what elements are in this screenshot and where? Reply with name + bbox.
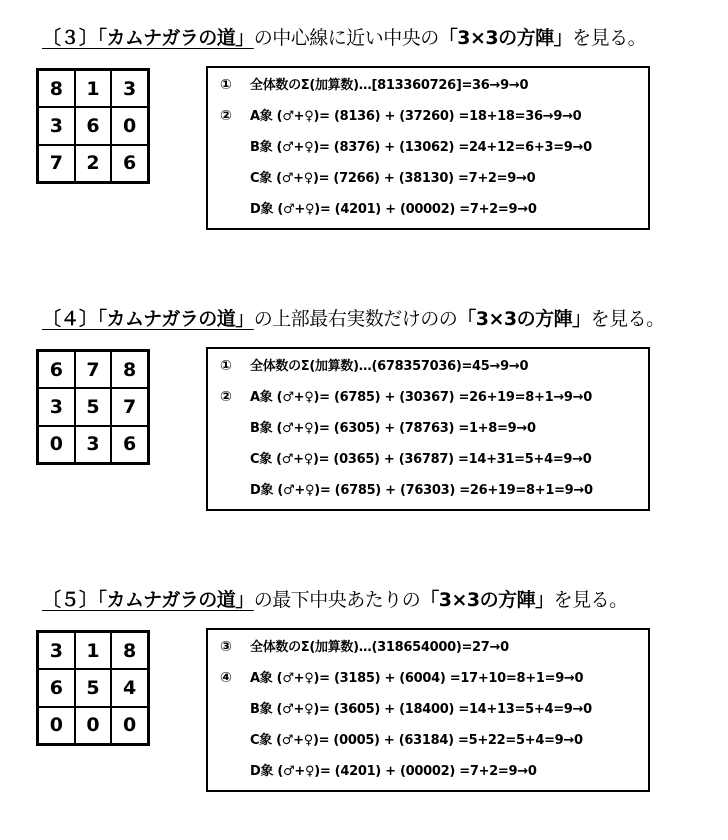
grid-cell: 2 [75,145,112,182]
grid-cell: 3 [111,70,148,107]
grid-cell: 1 [75,632,112,669]
line-text: C象 (♂+♀)= (0365) + (36787) =14+31=5+4=9→0 [250,452,592,467]
grid-cell: 7 [111,388,148,425]
grid-cell: 0 [111,707,148,744]
grid-cell: 1 [75,70,112,107]
line-marker: ② [220,389,232,405]
section-3 [0,18,728,278]
line-text: D象 (♂+♀)= (4201) + (00002) =7+2=9→0 [250,202,537,217]
grid-cell: 3 [38,107,75,144]
grid-cell: 0 [38,707,75,744]
heading-number: 〔４〕 [42,308,98,330]
section-4 [0,299,728,559]
grid-cell: 6 [38,351,75,388]
grid-cell: 8 [111,632,148,669]
line-text: D象 (♂+♀)= (6785) + (76303) =26+19=8+1=9→0 [250,483,593,498]
magic-square-grid [36,630,150,746]
heading-number: 〔３〕 [42,27,98,49]
line-text: 全体数のΣ(加算数)…[813360726]=36→9→0 [250,78,529,93]
grid-cell: 5 [75,669,112,706]
section-5 [0,580,728,840]
grid-cell: 3 [38,388,75,425]
heading-text: の上部最右実数だけのの「3×3の方陣」を見る。 [253,308,665,330]
line-marker: ② [220,108,232,124]
grid-cell: 8 [38,70,75,107]
grid-cell: 6 [111,426,148,463]
grid-cell: 7 [75,351,112,388]
grid-cell: 0 [38,426,75,463]
grid-cell: 7 [38,145,75,182]
line-text: A象 (♂+♀)= (6785) + (30367) =26+19=8+1→9→0 [250,390,593,405]
section-heading [42,299,665,339]
calculation-box [206,66,650,230]
line-text: D象 (♂+♀)= (4201) + (00002) =7+2=9→0 [250,764,537,779]
grid-cell: 3 [38,632,75,669]
line-marker: ① [220,77,232,93]
line-text: B象 (♂+♀)= (3605) + (18400) =14+13=5+4=9→0 [250,702,592,717]
line-marker: ④ [220,670,232,686]
grid-cell: 6 [38,669,75,706]
grid-cell: 3 [75,426,112,463]
section-heading [42,18,646,58]
grid-cell: 6 [75,107,112,144]
section-heading [42,580,628,620]
line-text: B象 (♂+♀)= (6305) + (78763) =1+8=9→0 [250,421,536,436]
grid-cell: 4 [111,669,148,706]
line-text: B象 (♂+♀)= (8376) + (13062) =24+12=6+3=9→0 [250,140,592,155]
grid-cell: 0 [75,707,112,744]
grid-cell: 5 [75,388,112,425]
heading-number: 〔５〕 [42,589,98,611]
line-marker: ① [220,358,232,374]
line-text: A象 (♂+♀)= (8136) + (37260) =18+18=36→9→0 [250,109,582,124]
heading-text: の中心線に近い中央の「3×3の方陣」を見る。 [253,27,647,49]
line-text: 全体数のΣ(加算数)…(678357036)=45→9→0 [250,359,529,374]
magic-square-grid [36,349,150,465]
magic-square-grid [36,68,150,184]
grid-cell: 8 [111,351,148,388]
grid-cell: 0 [111,107,148,144]
line-text: 全体数のΣ(加算数)…(318654000)=27→0 [250,640,509,655]
heading-kamunagara: 「カムナガラの道」 [97,27,254,49]
line-text: A象 (♂+♀)= (3185) + (6004) =17+10=8+1=9→0 [250,671,584,686]
line-marker: ③ [220,639,232,655]
line-text: C象 (♂+♀)= (7266) + (38130) =7+2=9→0 [250,171,536,186]
calculation-box [206,628,650,792]
line-text: C象 (♂+♀)= (0005) + (63184) =5+22=5+4=9→0 [250,733,583,748]
calculation-box [206,347,650,511]
heading-kamunagara: 「カムナガラの道」 [97,589,254,611]
heading-text: の最下中央あたりの「3×3の方陣」を見る。 [253,589,628,611]
heading-kamunagara: 「カムナガラの道」 [97,308,254,330]
grid-cell: 6 [111,145,148,182]
